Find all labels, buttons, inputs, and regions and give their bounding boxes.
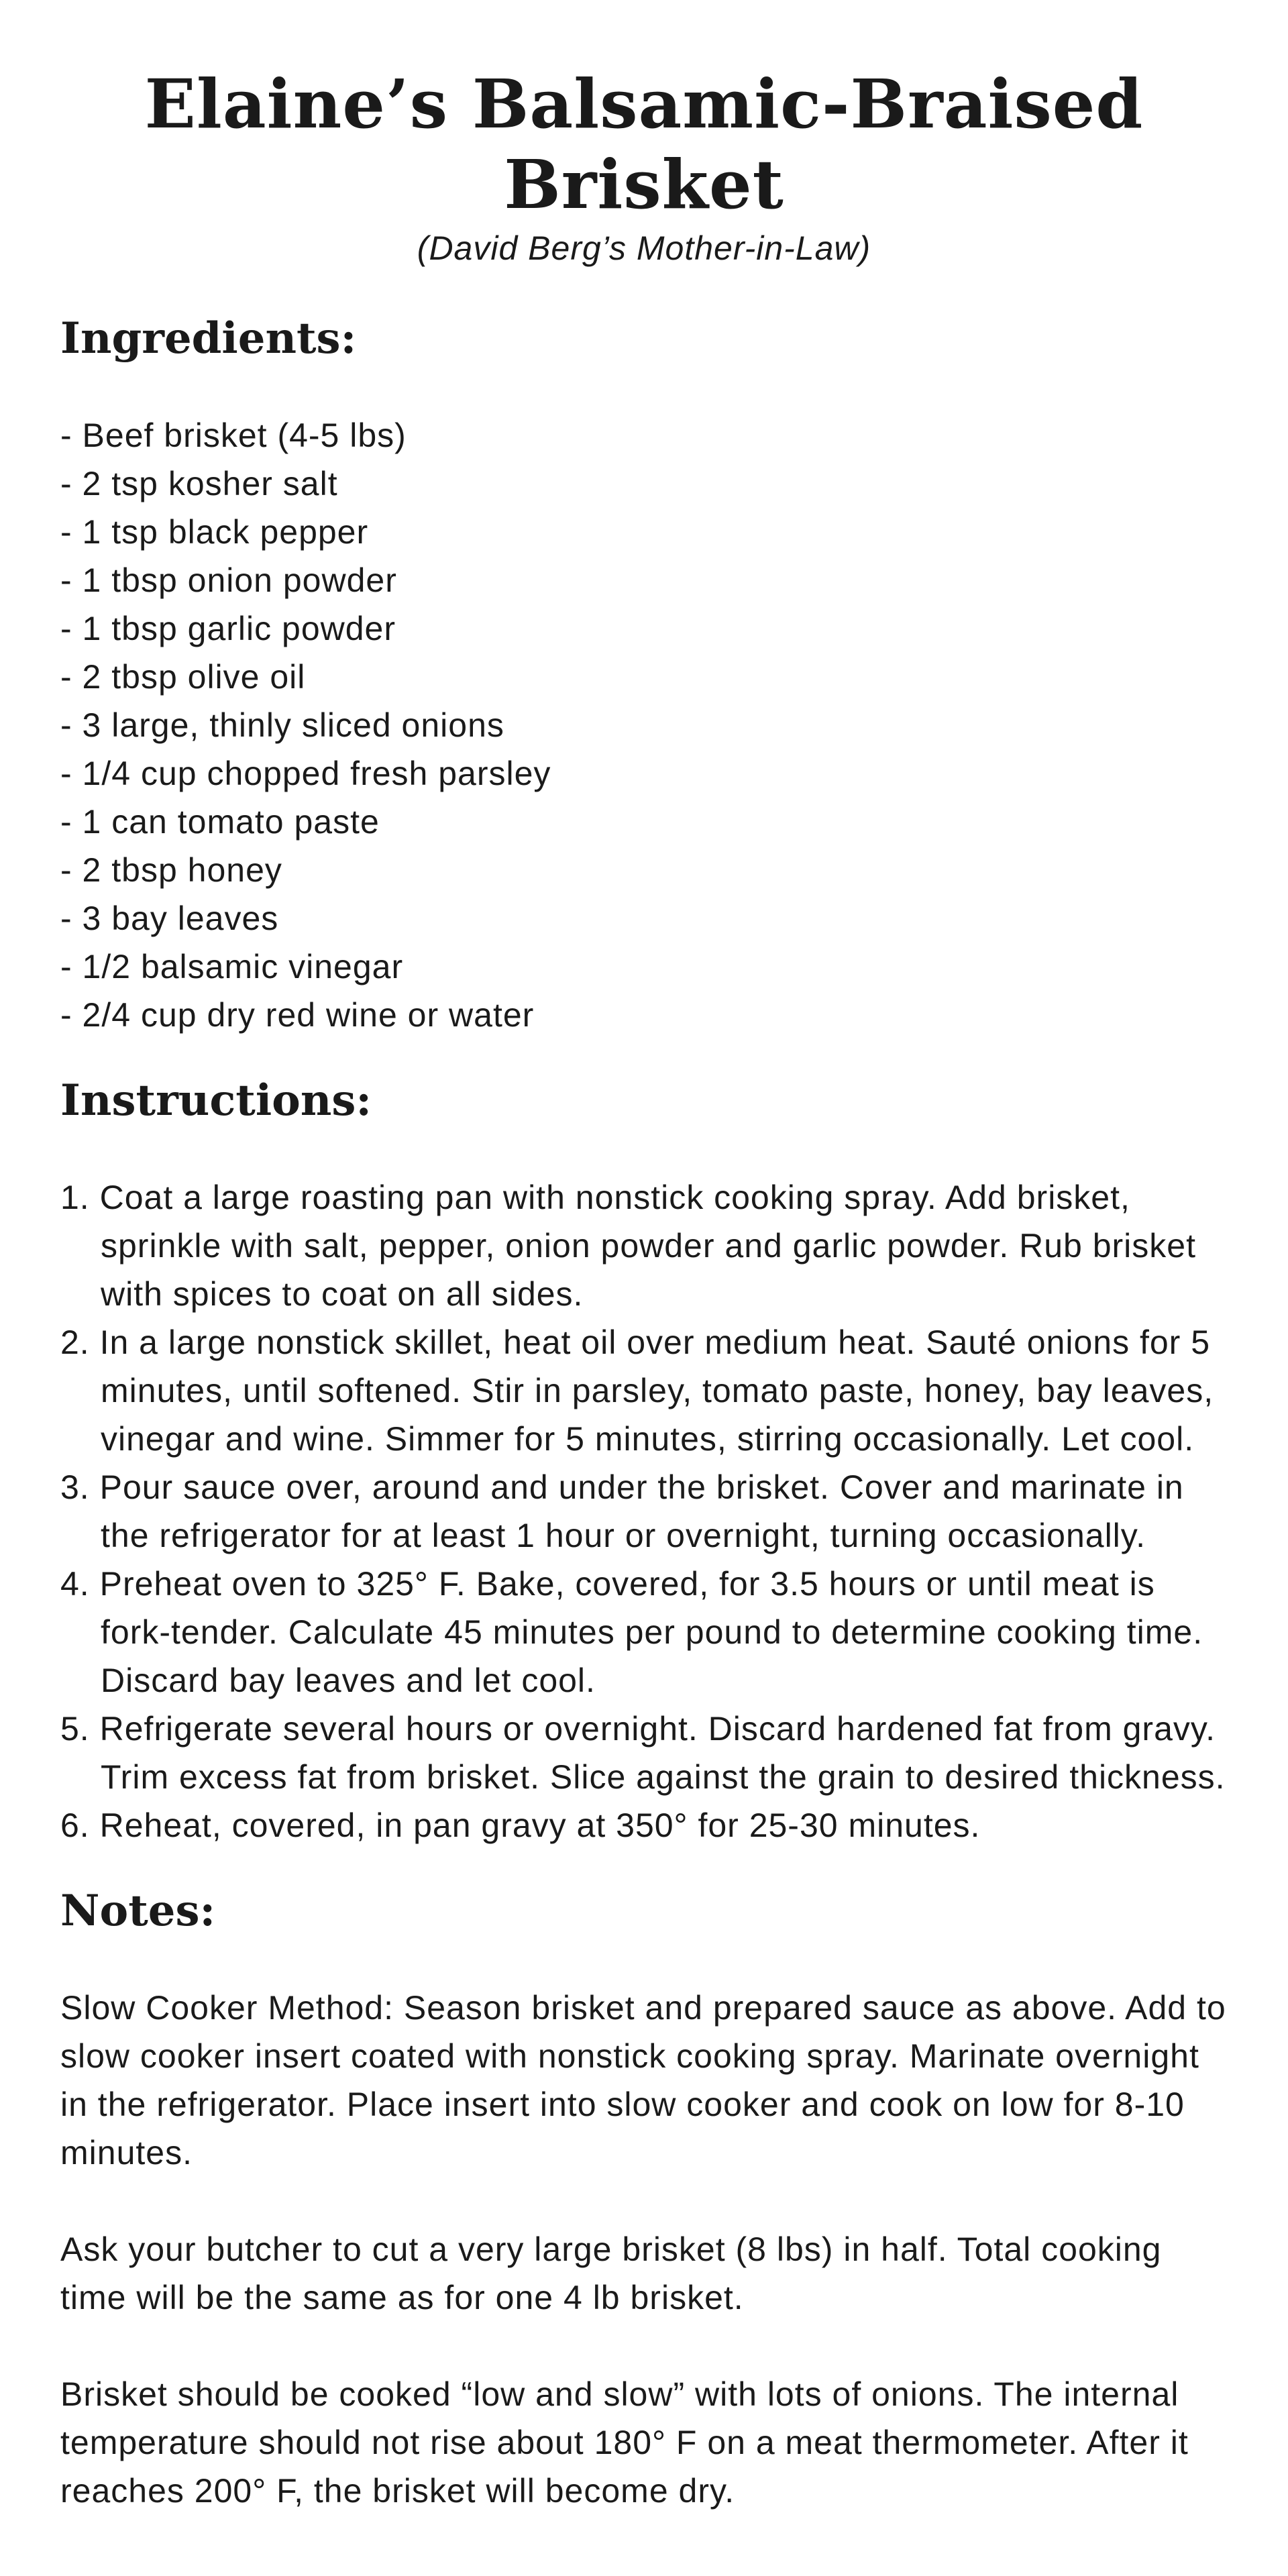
instruction-step: 5. Refrigerate several hours or overnight. Discard hardened fat from gravy. Trim excess fat from brisket. Slice against the grain to desired thickness. bbox=[60, 1710, 1226, 1796]
ingredient-item: - 2 tbsp honey bbox=[60, 851, 282, 889]
ingredients-heading: Ingredients: bbox=[60, 313, 357, 364]
instruction-step: 3. Pour sauce over, around and under the brisket. Cover and marinate in the refrigerator for at least 1 hour or overnight, turning occasionally. bbox=[60, 1468, 1184, 1554]
ingredients-list bbox=[60, 411, 1228, 1039]
ingredient-item: - 1 tbsp garlic powder bbox=[60, 610, 396, 647]
recipe-subtitle: (David Berg’s Mother-in-Law) bbox=[417, 229, 871, 267]
instruction-step: 4. Preheat oven to 325° F. Bake, covered, for 3.5 hours or until meat is fork-tender. Calculate 45 minutes per pound to determine cooking time. Discard bay leaves and let cool. bbox=[60, 1565, 1203, 1699]
ingredient-item: - 2 tsp kosher salt bbox=[60, 465, 338, 502]
notes-heading: Notes: bbox=[60, 1886, 216, 1936]
note-paragraph: Slow Cooker Method: Season brisket and prepared sauce as above. Add to slow cooker insert coated with nonstick cooking spray. Marinate overnight in the refrigerator. Place insert into slow cooker and cook on low for 8-10 minutes. bbox=[60, 1989, 1226, 2171]
ingredient-item: - 3 large, thinly sliced onions bbox=[60, 706, 504, 744]
instruction-step: 6. Reheat, covered, in pan gravy at 350° for 25-30 minutes. bbox=[60, 1807, 981, 1844]
instruction-step: 1. Coat a large roasting pan with nonstick cooking spray. Add brisket, sprinkle with salt, pepper, onion powder and garlic powder. Rub brisket with spices to coat on all sides. bbox=[60, 1179, 1196, 1313]
instructions-heading: Instructions: bbox=[60, 1075, 372, 1126]
ingredient-item: - 1/4 cup chopped fresh parsley bbox=[60, 755, 551, 792]
ingredient-item: - 1 tsp black pepper bbox=[60, 513, 369, 551]
ingredient-item: - Beef brisket (4-5 lbs) bbox=[60, 417, 407, 454]
recipe-title: Elaine’s Balsamic-Braised Brisket bbox=[144, 64, 1144, 224]
ingredient-item: - 2 tbsp olive oil bbox=[60, 658, 306, 696]
notes-section bbox=[60, 1984, 1228, 2515]
instruction-step: 2. In a large nonstick skillet, heat oil over medium heat. Sauté onions for 5 minutes, until softened. Stir in parsley, tomato paste, honey, bay leaves, vinegar and wine. Simmer for 5 minutes, stirring occasionally. Let cool. bbox=[60, 1324, 1214, 1458]
ingredient-item: - 1/2 balsamic vinegar bbox=[60, 948, 404, 985]
ingredient-item: - 2/4 cup dry red wine or water bbox=[60, 996, 535, 1034]
note-paragraph: Brisket should be cooked “low and slow” with lots of onions. The internal temperature should not rise about 180° F on a meat thermometer. After it reaches 200° F, the brisket will become dry. bbox=[60, 2375, 1189, 2510]
ingredient-item: - 1 can tomato paste bbox=[60, 803, 380, 841]
note-paragraph: Ask your butcher to cut a very large brisket (8 lbs) in half. Total cooking time will be the same as for one 4 lb brisket. bbox=[60, 2231, 1162, 2316]
instructions-list bbox=[60, 1173, 1228, 1849]
ingredient-item: - 3 bay leaves bbox=[60, 900, 279, 937]
ingredient-item: - 1 tbsp onion powder bbox=[60, 561, 397, 599]
